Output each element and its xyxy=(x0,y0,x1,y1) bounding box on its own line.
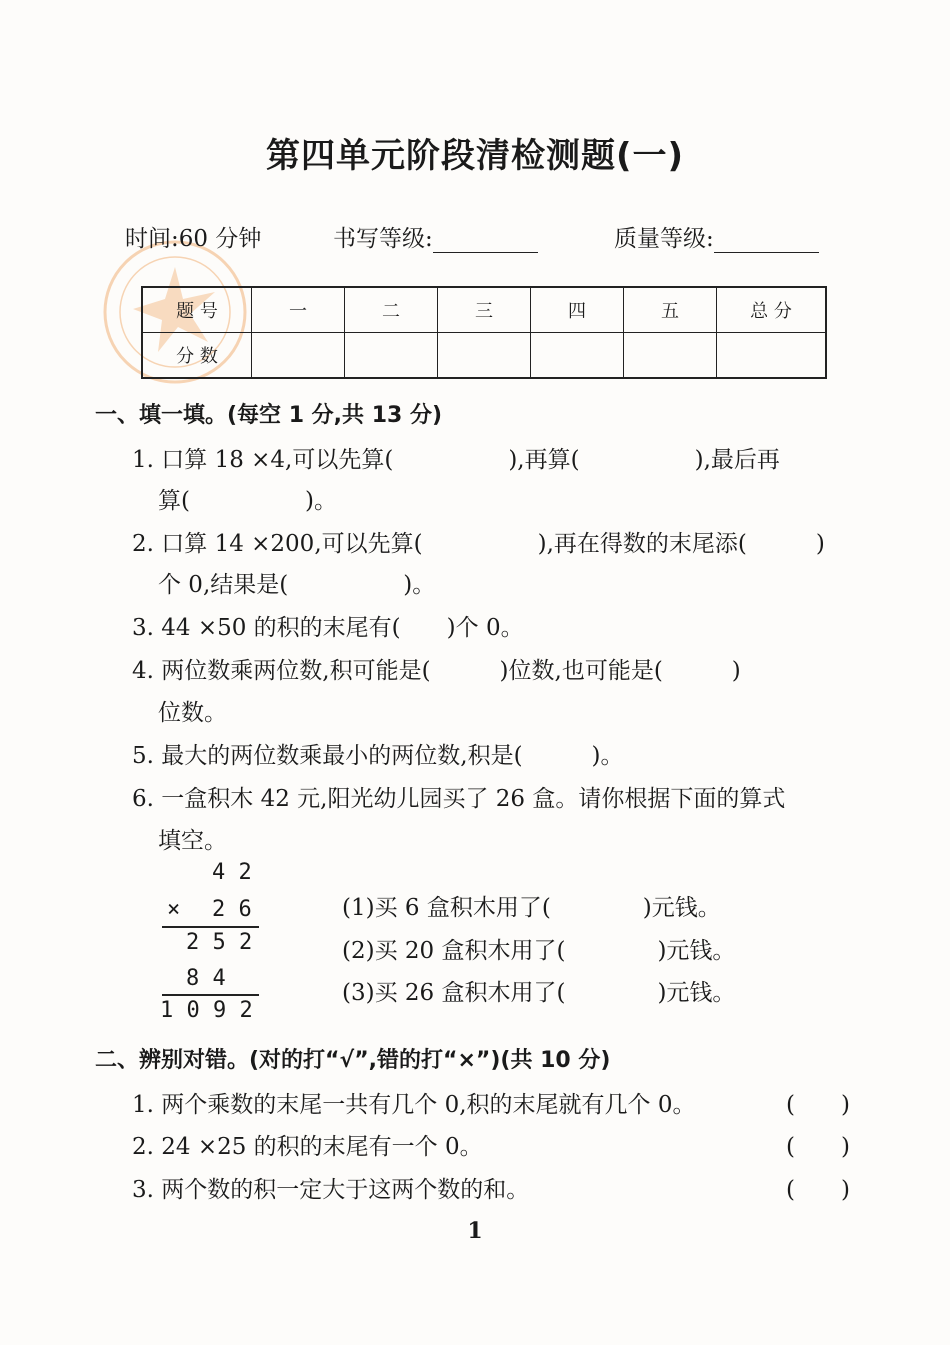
col-total: 总 分 xyxy=(717,287,827,333)
q1-line1: 1. 口算 18 ×4,可以先算( ),再算( ),最后再 xyxy=(132,447,780,473)
col-3: 三 xyxy=(438,287,531,333)
q6-line1: 6. 一盒积木 42 元,阳光幼儿园买了 26 盒。请你根据下面的算式 xyxy=(132,786,786,812)
score-cell[interactable] xyxy=(438,333,531,379)
calc-times-sign: × xyxy=(167,897,181,922)
score-table xyxy=(141,286,827,379)
col-2: 二 xyxy=(345,287,438,333)
calc-partial1: 2 5 2 xyxy=(186,930,253,955)
row-header-score: 分 数 xyxy=(142,333,252,379)
q5: 5. 最大的两位数乘最小的两位数,积是( )。 xyxy=(132,743,624,769)
calc-rule-1 xyxy=(162,926,259,928)
section1-heading: 一、填一填。(每空 1 分,共 13 分) xyxy=(95,403,443,428)
q2-line1: 2. 口算 14 ×200,可以先算( ),再在得数的末尾添( ) xyxy=(132,531,825,557)
score-cell[interactable] xyxy=(252,333,345,379)
tf-q1: 1. 两个乘数的末尾一共有几个 0,积的末尾就有几个 0。 xyxy=(132,1092,696,1118)
writing-grade-label: 书写等级: xyxy=(333,226,433,252)
quality-grade xyxy=(614,220,819,253)
q4-line1: 4. 两位数乘两位数,积可能是( )位数,也可能是( ) xyxy=(132,658,741,684)
time-limit: 时间:60 分钟 xyxy=(125,226,262,252)
calc-second: 2 6 xyxy=(212,897,252,922)
q3: 3. 44 ×50 的积的末尾有( )个 0。 xyxy=(132,615,524,641)
q6-sub1: (1)买 6 盒积木用了( )元钱。 xyxy=(342,895,721,921)
col-5: 五 xyxy=(624,287,717,333)
page-number: 1 xyxy=(467,1218,483,1244)
calc-rule-2 xyxy=(162,994,259,996)
tf-q3: 3. 两个数的积一定大于这两个数的和。 xyxy=(132,1177,530,1203)
exam-title: 第四单元阶段清检测题(一) xyxy=(265,136,685,176)
tf-q2: 2. 24 ×25 的积的末尾有一个 0。 xyxy=(132,1134,483,1160)
q4-line2: 位数。 xyxy=(158,700,227,726)
calc-partial2: 8 4 xyxy=(186,966,226,991)
tf-q1-answer[interactable]: ( ) xyxy=(786,1092,850,1118)
score-cell[interactable] xyxy=(624,333,717,379)
score-cell[interactable] xyxy=(717,333,827,379)
writing-grade xyxy=(333,220,538,253)
q6-sub3: (3)买 26 盒积木用了( )元钱。 xyxy=(342,980,736,1006)
score-cell[interactable] xyxy=(531,333,624,379)
tf-q2-answer[interactable]: ( ) xyxy=(786,1134,850,1160)
row-header-question: 题 号 xyxy=(142,287,252,333)
col-1: 一 xyxy=(252,287,345,333)
q1-line2: 算( )。 xyxy=(158,488,337,514)
q6-line2: 填空。 xyxy=(158,828,227,854)
tf-q3-answer[interactable]: ( ) xyxy=(786,1177,850,1203)
calc-top: 4 2 xyxy=(212,860,252,885)
quality-grade-blank[interactable] xyxy=(714,226,819,253)
writing-grade-blank[interactable] xyxy=(433,226,538,253)
section2-heading: 二、辨别对错。(对的打“√”,错的打“×”)(共 10 分) xyxy=(95,1048,611,1073)
quality-grade-label: 质量等级: xyxy=(614,226,714,252)
score-table-header-row xyxy=(142,287,826,333)
q6-sub2: (2)买 20 盒积木用了( )元钱。 xyxy=(342,938,736,964)
col-4: 四 xyxy=(531,287,624,333)
q2-line2: 个 0,结果是( )。 xyxy=(158,572,436,598)
score-cell[interactable] xyxy=(345,333,438,379)
calc-result: 1 0 9 2 xyxy=(160,998,253,1023)
score-table-score-row xyxy=(142,333,826,379)
